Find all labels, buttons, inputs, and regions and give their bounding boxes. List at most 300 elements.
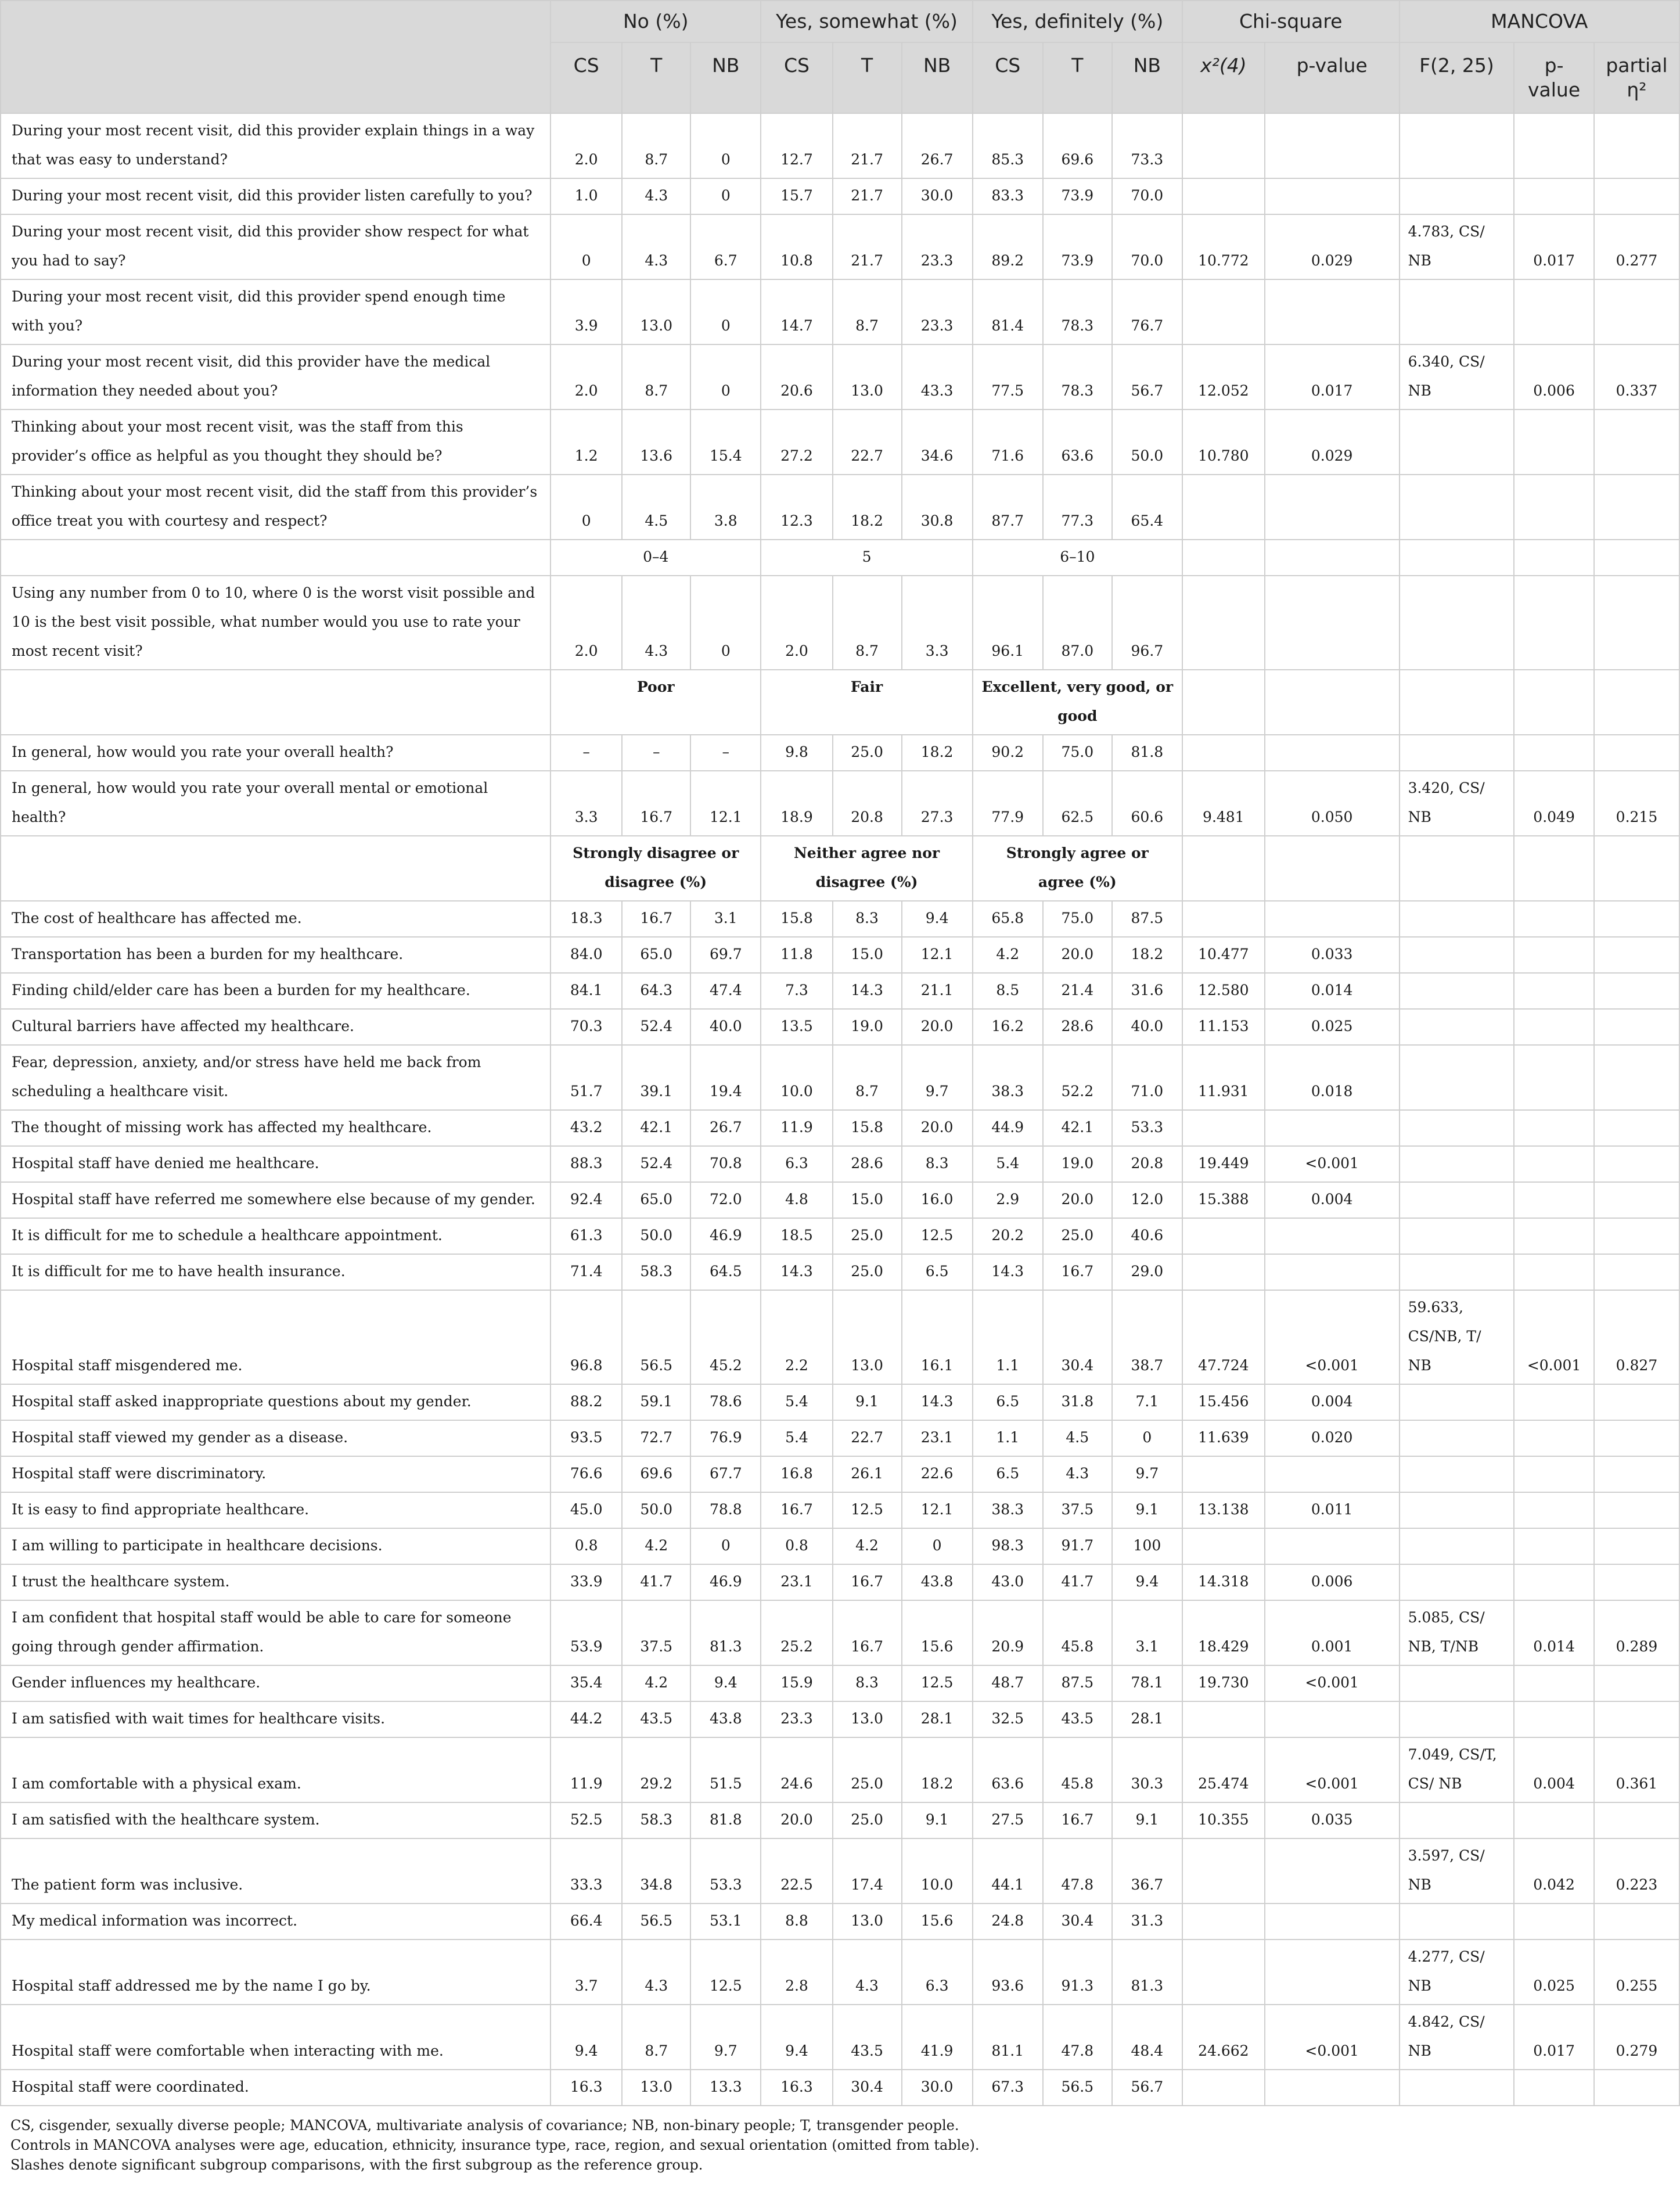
percent-cell: 6.3 [902, 1940, 973, 2005]
percent-cell: 16.7 [1043, 1802, 1112, 1838]
percent-cell: 9.1 [1112, 1802, 1182, 1838]
percent-cell: 30.4 [1043, 1290, 1112, 1384]
chi-square-cell [1182, 1218, 1265, 1254]
survey-item: I trust the healthcare system. [1, 1564, 551, 1600]
mancova-f-cell [1400, 410, 1514, 475]
percent-cell: 63.6 [1043, 410, 1112, 475]
percent-cell: 2.0 [551, 113, 622, 178]
chi-p-cell: 0.011 [1265, 1492, 1400, 1528]
sub-header: CS [551, 42, 622, 113]
percent-cell: 67.7 [690, 1456, 761, 1492]
percent-cell: 4.3 [622, 576, 690, 670]
mancova-f-cell: 3.597, CS/ NB [1400, 1838, 1514, 1904]
chi-p-cell: <0.001 [1265, 1737, 1400, 1802]
percent-cell: 52.5 [551, 1802, 622, 1838]
chi-square-cell [1182, 1940, 1265, 2005]
eta-cell: 0.827 [1594, 1290, 1679, 1384]
survey-item: During your most recent visit, did this provider have the medical information they needed about you? [1, 344, 551, 410]
chi-p-cell: 0.001 [1265, 1600, 1400, 1665]
chi-p-cell: 0.004 [1265, 1384, 1400, 1420]
percent-cell: 70.0 [1112, 214, 1182, 279]
eta-cell [1594, 901, 1679, 937]
chi-square-cell: 11.931 [1182, 1045, 1265, 1110]
percent-cell: 24.8 [973, 1904, 1043, 1940]
percent-cell: 76.9 [690, 1420, 761, 1456]
percent-cell: 12.3 [761, 475, 832, 540]
percent-cell: 62.5 [1043, 771, 1112, 836]
percent-cell: 2.8 [761, 1940, 832, 2005]
percent-cell: 21.7 [833, 113, 902, 178]
table-row [1, 1146, 1679, 1182]
percent-cell: 28.6 [833, 1146, 902, 1182]
chi-square-cell [1182, 735, 1265, 771]
chi-p-cell: <0.001 [1265, 1665, 1400, 1701]
percent-cell: 14.3 [902, 1384, 973, 1420]
percent-cell: 38.7 [1112, 1290, 1182, 1384]
eta-cell [1594, 1420, 1679, 1456]
percent-cell: 43.3 [902, 344, 973, 410]
percent-cell: 4.8 [761, 1182, 832, 1218]
survey-item: Thinking about your most recent visit, did the staff from this provider’s office treat you with courtesy and respect? [1, 475, 551, 540]
percent-cell: – [690, 735, 761, 771]
percent-cell: 78.6 [690, 1384, 761, 1420]
chi-square-cell [1182, 113, 1265, 178]
percent-cell: 43.0 [973, 1564, 1043, 1600]
chi-square-cell: 15.456 [1182, 1384, 1265, 1420]
percent-cell: 31.3 [1112, 1904, 1182, 1940]
percent-cell: 73.9 [1043, 178, 1112, 214]
percent-cell: 1.1 [973, 1290, 1043, 1384]
chi-p-cell: 0.029 [1265, 214, 1400, 279]
mancova-f-cell [1400, 937, 1514, 973]
percent-cell: 0 [551, 214, 622, 279]
percent-cell: 88.2 [551, 1384, 622, 1420]
percent-cell: 31.8 [1043, 1384, 1112, 1420]
eta-cell [1594, 1665, 1679, 1701]
percent-cell: 18.2 [902, 1737, 973, 1802]
percent-cell: 15.0 [833, 1182, 902, 1218]
response-scale-row [1, 836, 1679, 901]
group-header-mancova: MANCOVA [1400, 1, 1679, 42]
percent-cell: 35.4 [551, 1665, 622, 1701]
percent-cell: 27.2 [761, 410, 832, 475]
percent-cell: 4.2 [622, 1528, 690, 1564]
table-row [1, 1564, 1679, 1600]
mancova-f-cell: 5.085, CS/ NB, T/NB [1400, 1600, 1514, 1665]
scale-label: Strongly agree or agree (%) [973, 836, 1182, 901]
percent-cell: 26.7 [690, 1110, 761, 1146]
percent-cell: 26.1 [833, 1456, 902, 1492]
table-row [1, 1290, 1679, 1384]
table-row [1, 1045, 1679, 1110]
percent-cell: 56.5 [1043, 2070, 1112, 2106]
chi-p-cell: 0.004 [1265, 1182, 1400, 1218]
scale-blank-cell [1400, 540, 1514, 576]
eta-cell [1594, 735, 1679, 771]
scale-blank-cell [1182, 670, 1265, 735]
percent-cell: 14.3 [761, 1254, 832, 1290]
percent-cell: 44.1 [973, 1838, 1043, 1904]
percent-cell: 20.9 [973, 1600, 1043, 1665]
table-row [1, 1420, 1679, 1456]
percent-cell: 77.3 [1043, 475, 1112, 540]
percent-cell: 39.1 [622, 1045, 690, 1110]
percent-cell: 18.2 [833, 475, 902, 540]
percent-cell: 6.5 [973, 1456, 1043, 1492]
mancova-f-cell [1400, 1146, 1514, 1182]
percent-cell: 9.7 [1112, 1456, 1182, 1492]
chi-square-cell [1182, 1456, 1265, 1492]
mancova-f-cell [1400, 1218, 1514, 1254]
percent-cell: 36.7 [1112, 1838, 1182, 1904]
scale-blank-cell [1514, 836, 1594, 901]
percent-cell: 17.4 [833, 1838, 902, 1904]
mancova-p-cell [1514, 1009, 1594, 1045]
percent-cell: 4.3 [833, 1940, 902, 2005]
percent-cell: 40.6 [1112, 1218, 1182, 1254]
table-row [1, 1384, 1679, 1420]
percent-cell: 9.1 [833, 1384, 902, 1420]
sub-header-eta: partial η² [1594, 42, 1679, 113]
chi-square-cell [1182, 1838, 1265, 1904]
percent-cell: 22.7 [833, 1420, 902, 1456]
header-group-row [1, 1, 1679, 42]
percent-cell: 4.3 [1043, 1456, 1112, 1492]
percent-cell: 58.3 [622, 1802, 690, 1838]
scale-blank-cell [1265, 670, 1400, 735]
sub-header: CS [761, 42, 832, 113]
survey-item: Cultural barriers have affected my healthcare. [1, 1009, 551, 1045]
scale-blank-cell [1, 670, 551, 735]
eta-cell [1594, 178, 1679, 214]
table-row [1, 1009, 1679, 1045]
eta-cell: 0.337 [1594, 344, 1679, 410]
percent-cell: 66.4 [551, 1904, 622, 1940]
sub-header-chi-p: p-value [1265, 42, 1400, 113]
percent-cell: 30.4 [1043, 1904, 1112, 1940]
percent-cell: 4.3 [622, 1940, 690, 2005]
sub-header: NB [690, 42, 761, 113]
chi-p-cell [1265, 2070, 1400, 2106]
table-row [1, 1254, 1679, 1290]
percent-cell: 81.1 [973, 2005, 1043, 2070]
eta-cell [1594, 1009, 1679, 1045]
table-row [1, 1701, 1679, 1737]
percent-cell: 77.5 [973, 344, 1043, 410]
mancova-p-cell: 0.049 [1514, 771, 1594, 836]
percent-cell: 24.6 [761, 1737, 832, 1802]
percent-cell: 46.9 [690, 1564, 761, 1600]
scale-label: Neither agree nor disagree (%) [761, 836, 972, 901]
percent-cell: 32.5 [973, 1701, 1043, 1737]
chi-square-cell [1182, 1254, 1265, 1290]
percent-cell: 38.3 [973, 1045, 1043, 1110]
chi-square-cell: 10.355 [1182, 1802, 1265, 1838]
survey-item: Hospital staff were discriminatory. [1, 1456, 551, 1492]
table-row [1, 1528, 1679, 1564]
mancova-f-cell [1400, 973, 1514, 1009]
percent-cell: 2.2 [761, 1290, 832, 1384]
percent-cell: 8.7 [622, 2005, 690, 2070]
percent-cell: 25.0 [833, 1737, 902, 1802]
percent-cell: 30.0 [902, 2070, 973, 2106]
percent-cell: 65.0 [622, 1182, 690, 1218]
chi-square-cell [1182, 576, 1265, 670]
percent-cell: 9.4 [902, 901, 973, 937]
chi-square-cell: 19.449 [1182, 1146, 1265, 1182]
survey-item: Hospital staff viewed my gender as a disease. [1, 1420, 551, 1456]
percent-cell: 20.0 [902, 1009, 973, 1045]
table-row [1, 901, 1679, 937]
percent-cell: 41.9 [902, 2005, 973, 2070]
mancova-p-cell: 0.042 [1514, 1838, 1594, 1904]
percent-cell: 43.5 [833, 2005, 902, 2070]
percent-cell: 37.5 [622, 1600, 690, 1665]
percent-cell: 11.8 [761, 937, 832, 973]
percent-cell: 2.0 [761, 576, 832, 670]
percent-cell: 2.0 [551, 576, 622, 670]
percent-cell: 65.0 [622, 937, 690, 973]
mancova-p-cell [1514, 475, 1594, 540]
percent-cell: 7.3 [761, 973, 832, 1009]
mancova-p-cell: 0.004 [1514, 1737, 1594, 1802]
mancova-p-cell [1514, 1456, 1594, 1492]
percent-cell: 13.0 [833, 1290, 902, 1384]
mancova-p-cell: 0.025 [1514, 1940, 1594, 2005]
percent-cell: 15.7 [761, 178, 832, 214]
percent-cell: 30.4 [833, 2070, 902, 2106]
percent-cell: 2.9 [973, 1182, 1043, 1218]
group-header-chi-square: Chi-square [1182, 1, 1400, 42]
chi-p-cell: 0.018 [1265, 1045, 1400, 1110]
survey-item: Hospital staff have referred me somewhere else because of my gender. [1, 1182, 551, 1218]
percent-cell: 81.4 [973, 279, 1043, 344]
percent-cell: 21.4 [1043, 973, 1112, 1009]
table-row [1, 2005, 1679, 2070]
scale-blank-cell [1265, 540, 1400, 576]
eta-cell [1594, 410, 1679, 475]
percent-cell: 67.3 [973, 2070, 1043, 2106]
percent-cell: 8.3 [833, 1665, 902, 1701]
mancova-f-cell [1400, 901, 1514, 937]
eta-cell: 0.361 [1594, 1737, 1679, 1802]
chi-square-cell [1182, 901, 1265, 937]
sub-header-f-stat: F(2, 25) [1400, 42, 1514, 113]
percent-cell: 26.7 [902, 113, 973, 178]
eta-cell: 0.255 [1594, 1940, 1679, 2005]
scale-blank-cell [1265, 836, 1400, 901]
survey-item: During your most recent visit, did this provider spend enough time with you? [1, 279, 551, 344]
percent-cell: 30.0 [902, 178, 973, 214]
eta-cell [1594, 475, 1679, 540]
eta-cell: 0.223 [1594, 1838, 1679, 1904]
percent-cell: 15.6 [902, 1600, 973, 1665]
chi-p-cell [1265, 1110, 1400, 1146]
chi-p-cell [1265, 1701, 1400, 1737]
percent-cell: 69.6 [1043, 113, 1112, 178]
table-row [1, 1110, 1679, 1146]
chi-square-cell: 24.662 [1182, 2005, 1265, 2070]
percent-cell: 29.0 [1112, 1254, 1182, 1290]
percent-cell: 46.9 [690, 1218, 761, 1254]
percent-cell: 72.7 [622, 1420, 690, 1456]
scale-label: 5 [761, 540, 972, 576]
percent-cell: 28.1 [1112, 1701, 1182, 1737]
survey-item: Gender influences my healthcare. [1, 1665, 551, 1701]
percent-cell: 13.0 [622, 279, 690, 344]
chi-square-cell: 10.772 [1182, 214, 1265, 279]
percent-cell: 13.0 [622, 2070, 690, 2106]
percent-cell: 18.3 [551, 901, 622, 937]
percent-cell: 5.4 [973, 1146, 1043, 1182]
percent-cell: 89.2 [973, 214, 1043, 279]
percent-cell: 16.1 [902, 1290, 973, 1384]
percent-cell: 16.2 [973, 1009, 1043, 1045]
table-notes [10, 2116, 1671, 2175]
mancova-f-cell [1400, 1045, 1514, 1110]
percent-cell: 65.4 [1112, 475, 1182, 540]
percent-cell: 0 [551, 475, 622, 540]
percent-cell: 51.5 [690, 1737, 761, 1802]
eta-cell [1594, 1701, 1679, 1737]
sub-header-chi-stat: x²(4) [1182, 42, 1265, 113]
percent-cell: 9.4 [1112, 1564, 1182, 1600]
chi-square-cell: 9.481 [1182, 771, 1265, 836]
percent-cell: 0.8 [551, 1528, 622, 1564]
percent-cell: 83.3 [973, 178, 1043, 214]
scale-blank-cell [1, 836, 551, 901]
percent-cell: 30.8 [902, 475, 973, 540]
percent-cell: 9.4 [761, 2005, 832, 2070]
percent-cell: 27.5 [973, 1802, 1043, 1838]
percent-cell: 15.4 [690, 410, 761, 475]
percent-cell: 16.7 [761, 1492, 832, 1528]
table-row [1, 2070, 1679, 2106]
percent-cell: 0 [690, 344, 761, 410]
percent-cell: 84.0 [551, 937, 622, 973]
chi-p-cell: 0.033 [1265, 937, 1400, 973]
percent-cell: – [622, 735, 690, 771]
eta-cell [1594, 1492, 1679, 1528]
percent-cell: 73.9 [1043, 214, 1112, 279]
mancova-f-cell: 4.783, CS/ NB [1400, 214, 1514, 279]
percent-cell: 52.4 [622, 1146, 690, 1182]
eta-cell [1594, 1045, 1679, 1110]
response-scale-row [1, 540, 1679, 576]
percent-cell: 18.2 [1112, 937, 1182, 973]
percent-cell: 47.8 [1043, 2005, 1112, 2070]
chi-p-cell: <0.001 [1265, 1146, 1400, 1182]
percent-cell: 6.5 [902, 1254, 973, 1290]
percent-cell: 72.0 [690, 1182, 761, 1218]
percent-cell: 34.6 [902, 410, 973, 475]
percent-cell: 20.8 [1112, 1146, 1182, 1182]
eta-cell [1594, 1564, 1679, 1600]
mancova-f-cell [1400, 1254, 1514, 1290]
scale-label: Fair [761, 670, 972, 735]
eta-cell [1594, 1528, 1679, 1564]
scale-blank-cell [1514, 540, 1594, 576]
survey-item: It is difficult for me to have health insurance. [1, 1254, 551, 1290]
chi-square-cell [1182, 1701, 1265, 1737]
survey-item: It is easy to find appropriate healthcare. [1, 1492, 551, 1528]
eta-cell [1594, 1456, 1679, 1492]
mancova-f-cell [1400, 1110, 1514, 1146]
percent-cell: 3.8 [690, 475, 761, 540]
note-controls: Controls in MANCOVA analyses were age, education, ethnicity, insurance type, race, region, and sexual orientation (omitted from table). [10, 2137, 980, 2153]
percent-cell: 0 [690, 1528, 761, 1564]
percent-cell: 18.5 [761, 1218, 832, 1254]
percent-cell: 60.6 [1112, 771, 1182, 836]
percent-cell: 15.8 [761, 901, 832, 937]
percent-cell: 12.1 [902, 937, 973, 973]
scale-blank-cell [1400, 670, 1514, 735]
percent-cell: 56.5 [622, 1904, 690, 1940]
sub-header: NB [1112, 42, 1182, 113]
percent-cell: 6.7 [690, 214, 761, 279]
percent-cell: 6.5 [973, 1384, 1043, 1420]
percent-cell: 43.5 [622, 1701, 690, 1737]
percent-cell: 4.2 [622, 1665, 690, 1701]
percent-cell: 87.0 [1043, 576, 1112, 670]
mancova-f-cell [1400, 2070, 1514, 2106]
chi-square-cell [1182, 178, 1265, 214]
eta-cell [1594, 1904, 1679, 1940]
percent-cell: 76.7 [1112, 279, 1182, 344]
scale-label: Strongly disagree or disagree (%) [551, 836, 761, 901]
percent-cell: 93.6 [973, 1940, 1043, 2005]
table-row [1, 1456, 1679, 1492]
percent-cell: 28.6 [1043, 1009, 1112, 1045]
mancova-f-cell [1400, 113, 1514, 178]
percent-cell: 53.1 [690, 1904, 761, 1940]
chi-p-cell: 0.025 [1265, 1009, 1400, 1045]
scale-blank-cell [1594, 670, 1679, 735]
percent-cell: 12.0 [1112, 1182, 1182, 1218]
mancova-p-cell [1514, 576, 1594, 670]
mancova-f-cell [1400, 1802, 1514, 1838]
mancova-p-cell [1514, 1665, 1594, 1701]
percent-cell: 50.0 [622, 1492, 690, 1528]
percent-cell: 42.1 [622, 1110, 690, 1146]
percent-cell: 42.1 [1043, 1110, 1112, 1146]
percent-cell: 13.0 [833, 344, 902, 410]
percent-cell: 56.5 [622, 1290, 690, 1384]
mancova-p-cell [1514, 735, 1594, 771]
scale-blank-cell [1182, 836, 1265, 901]
percent-cell: 91.3 [1043, 1940, 1112, 2005]
eta-cell [1594, 1802, 1679, 1838]
percent-cell: 34.8 [622, 1838, 690, 1904]
percent-cell: 20.0 [1043, 1182, 1112, 1218]
percent-cell: 81.8 [690, 1802, 761, 1838]
percent-cell: 76.6 [551, 1456, 622, 1492]
chi-p-cell [1265, 1456, 1400, 1492]
mancova-p-cell [1514, 973, 1594, 1009]
mancova-p-cell: 0.017 [1514, 214, 1594, 279]
percent-cell: 44.2 [551, 1701, 622, 1737]
mancova-p-cell [1514, 1146, 1594, 1182]
survey-item: Fear, depression, anxiety, and/or stress have held me back from scheduling a healthcare visit. [1, 1045, 551, 1110]
mancova-p-cell [1514, 2070, 1594, 2106]
percent-cell: 38.3 [973, 1492, 1043, 1528]
scale-label: 6–10 [973, 540, 1182, 576]
chi-square-cell: 10.477 [1182, 937, 1265, 973]
percent-cell: 8.7 [833, 279, 902, 344]
sub-header: T [622, 42, 690, 113]
percent-cell: 1.0 [551, 178, 622, 214]
eta-cell [1594, 937, 1679, 973]
